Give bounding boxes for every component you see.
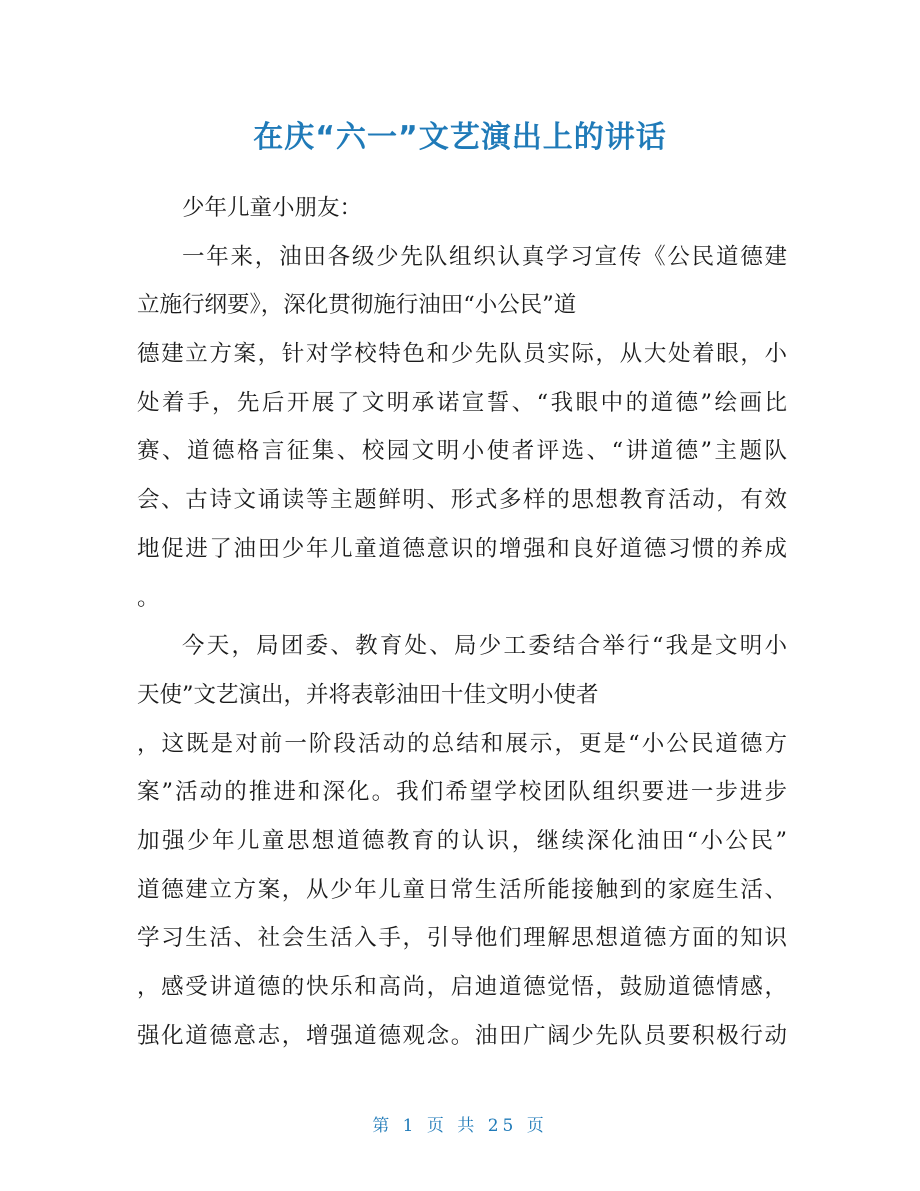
page-label-prefix: 第: [372, 1116, 394, 1136]
paragraph-line: 加强少年儿童思想道德教育的认识，继续深化油田“小公民”: [137, 827, 787, 854]
paragraph-line: 学习生活、社会生活入手，引导他们理解思想道德方面的知识: [137, 925, 787, 952]
paragraph-line: 德建立方案，针对学校特色和少先队员实际，从大处着眼，小: [137, 341, 787, 368]
paragraph-line: ，感受讲道德的快乐和高尚，启迪道德觉悟，鼓励道德情感，: [137, 974, 787, 1000]
current-page-number: 1: [402, 1116, 418, 1136]
paragraph-line: ，这既是对前一阶段活动的总结和展示，更是“小公民道德方: [137, 730, 787, 757]
page-label-suffix: 页: [526, 1116, 548, 1136]
paragraph-line: 道德建立方案，从少年儿童日常生活所能接触到的家庭生活、: [137, 876, 787, 903]
paragraph-line: 处着手，先后开展了文明承诺宣誓、“我眼中的道德”绘画比: [137, 389, 787, 416]
total-pages-number: 25: [487, 1116, 518, 1136]
document-title: 在庆“六一”文艺演出上的讲话: [253, 120, 667, 155]
paragraph-line: 强化道德意志，增强道德观念。油田广阔少先队员要积极行动: [137, 1022, 787, 1049]
document-body: [137, 184, 787, 1060]
paragraph-line: 天使”文艺演出，并将表彰油田十佳文明小使者: [137, 681, 599, 708]
paragraph-line: 一年来，油田各级少先队组织认真学习宣传《公民道德建: [182, 243, 787, 270]
paragraph-line: 案”活动的推进和深化。我们希望学校团队组织要进一步进步: [137, 779, 787, 806]
paragraph-line: 会、古诗文诵读等主题鲜明、形式多样的思想教育活动，有效: [137, 487, 787, 514]
page-label-mid: 页 共: [426, 1116, 479, 1136]
paragraph-line: 。: [137, 584, 160, 611]
salutation-line: 少年儿童小朋友：: [182, 195, 363, 221]
paragraph-line: 今天，局团委、教育处、局少工委结合举行“我是文明小: [182, 633, 787, 660]
paragraph-line: 地促进了油田少年儿童道德意识的增强和良好道德习惯的养成: [137, 535, 787, 562]
paragraph-line: 立施行纲要》，深化贯彻施行油田“小公民”道: [137, 292, 577, 319]
page-number-footer: [0, 1113, 920, 1139]
paragraph-line: 赛、道德格言征集、校园文明小使者评选、“讲道德”主题队: [137, 438, 787, 465]
